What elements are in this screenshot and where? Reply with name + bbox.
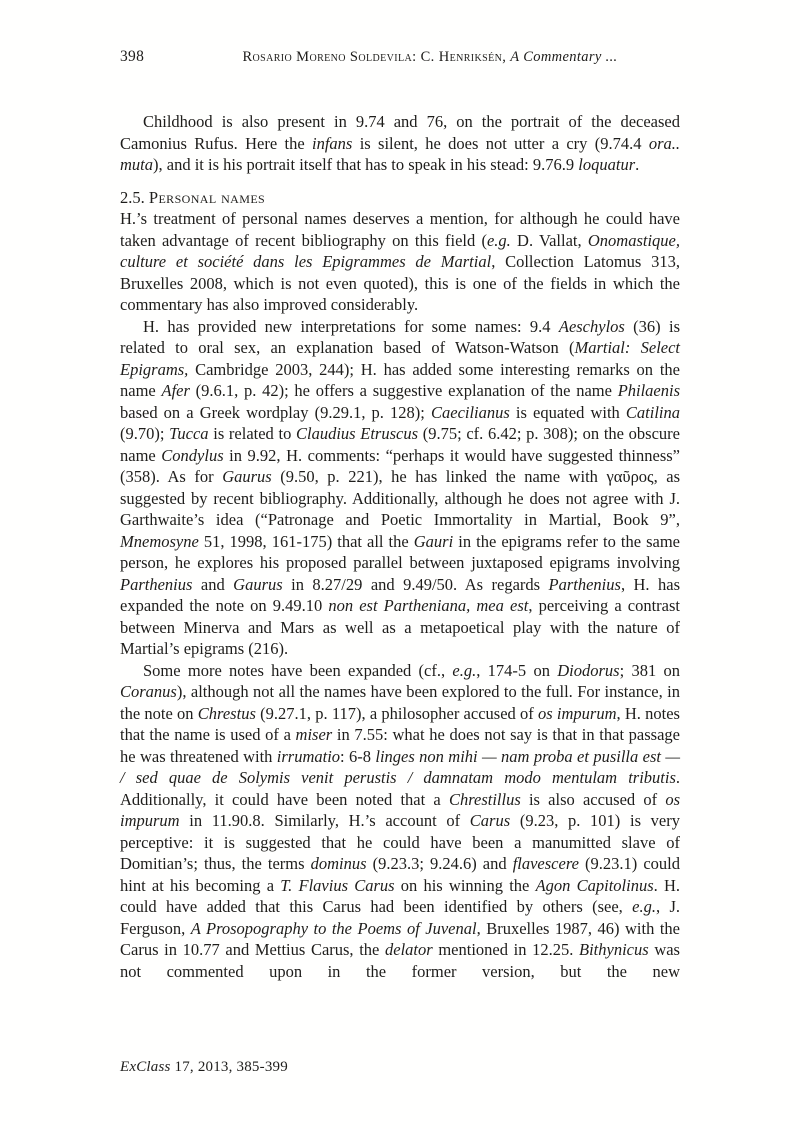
paragraph bbox=[120, 316, 680, 660]
text-run: (9.23.1) could hint at his becoming a bbox=[120, 854, 680, 895]
text-run: ; 381 on bbox=[619, 660, 680, 680]
page-header bbox=[120, 48, 680, 70]
italic-text-run: Parthenius bbox=[548, 574, 621, 594]
text-run: in 9.92, H. comments: “perhaps it would have suggested thinness” (358). As for bbox=[120, 445, 680, 486]
italic-text-run: loquatur bbox=[578, 155, 636, 174]
italic-text-run: miser bbox=[295, 725, 333, 744]
text-run: is related to bbox=[208, 424, 296, 443]
text-run: ), although not all the names have been explored to the full. For instance, in the note on bbox=[120, 682, 680, 723]
smallcaps-text-run: Rosario Moreno Soldevila: C. Henriksén, bbox=[242, 49, 511, 65]
italic-text-run: ExClass bbox=[120, 1059, 171, 1075]
text-run: . Additionally, it could have been noted that a bbox=[120, 768, 680, 809]
italic-text-run: non est Partheniana, mea est bbox=[328, 596, 529, 615]
italic-text-run: Bithynicus bbox=[579, 940, 649, 959]
text-run: (9.50, p. 221), he has linked the name with γαῦρος, as suggested by recent bibliography. Additionally, although he does not agree with J. Garthwaite’s idea (“Patronage and Poetic Immortality in Martial, Book 9”, bbox=[120, 467, 681, 529]
text-run: ), and it is his portrait itself that has to speak in his stead: 9.76.9 bbox=[153, 155, 579, 174]
italic-text-run: delator bbox=[385, 940, 433, 959]
italic-text-run: linges non mihi — nam proba et pusilla est — / sed quae de Solymis venit perustis / damnatam modo mentulam tributis bbox=[120, 746, 680, 787]
italic-text-run: e.g. bbox=[452, 660, 477, 680]
text-run: , H. has expanded the note on 9.49.10 bbox=[120, 574, 680, 615]
italic-text-run: ora.. muta bbox=[120, 133, 680, 174]
paragraph bbox=[120, 660, 680, 983]
text-run: Childhood is also present in 9.74 and 76, on the portrait of the deceased Camonius Rufus. Here the bbox=[120, 112, 680, 153]
text-run: on his winning the bbox=[394, 875, 536, 895]
text-run: is equated with bbox=[509, 402, 626, 422]
italic-text-run: Tucca bbox=[169, 424, 209, 443]
text-run: Cambridge 2003, 244); H. has added some interesting remarks on the name bbox=[120, 359, 680, 400]
text-run: mentioned in 12.25. bbox=[432, 940, 580, 959]
text-run: in 7.55: what he does not say is that in that passage he was threatened with bbox=[120, 725, 680, 766]
text-run: (36) is related to oral sex, an explanation based of Watson-Watson ( bbox=[120, 316, 680, 357]
body-text bbox=[120, 111, 680, 982]
text-run: D. Vallat, bbox=[510, 230, 588, 250]
italic-text-run: Carus bbox=[469, 811, 511, 830]
text-run: H. has provided new interpretations for some names: 9.4 bbox=[143, 316, 559, 336]
italic-text-run: e.g. bbox=[486, 230, 511, 250]
text-run: is silent, he does not utter a cry (9.74.4 bbox=[352, 133, 649, 153]
text-run: H.’s treatment of personal names deserves a mention, for although he could have taken advantage of recent bibliography on this field ( bbox=[120, 209, 680, 250]
italic-text-run: infans bbox=[312, 133, 353, 153]
italic-text-run: Caecilianus bbox=[430, 402, 510, 422]
text-run: , perceiving a contrast between Minerva and Mars as well as a metapoetical play with the nature of Martial’s epigrams (216). bbox=[120, 596, 680, 658]
italic-text-run: Agon Capitolinus bbox=[535, 875, 654, 895]
text-run: , Bruxelles 1987, 46) with the Carus in 10.77 and Mettius Carus, the bbox=[120, 918, 680, 959]
italic-text-run: Claudius Etruscus bbox=[296, 424, 419, 443]
italic-text-run: Chrestillus bbox=[448, 789, 521, 809]
paragraph bbox=[120, 208, 680, 316]
text-run: (9.23, p. 101) is very perceptive: it is suggested that he could have been a manumitted slave of Domitian’s; thus, the terms bbox=[120, 811, 680, 873]
italic-text-run: Philaenis bbox=[617, 381, 681, 400]
italic-text-run: Chrestus bbox=[197, 703, 256, 723]
text-run: was not commented upon in the former version, but the new bbox=[120, 940, 680, 981]
text-run: : 6-8 bbox=[340, 746, 376, 766]
text-run: and bbox=[192, 574, 234, 594]
italic-text-run: e.g. bbox=[632, 897, 656, 916]
smallcaps-text-run: Personal names bbox=[148, 187, 266, 207]
text-run: is also accused of bbox=[520, 789, 666, 809]
italic-text-run: Afer bbox=[161, 381, 190, 400]
running-head bbox=[180, 49, 680, 66]
text-run: (9.75; cf. 6.42; p. 308); on the obscure name bbox=[120, 424, 680, 465]
italic-text-run: Parthenius bbox=[120, 574, 193, 594]
italic-text-run: A Commentary ... bbox=[510, 49, 618, 65]
italic-text-run: dominus bbox=[310, 854, 367, 873]
section-heading bbox=[120, 187, 680, 209]
text-run: (9.23.3; 9.24.6) and bbox=[366, 854, 513, 873]
italic-text-run: T. Flavius Carus bbox=[280, 875, 395, 895]
text-run: , H. notes that the name is used of a bbox=[120, 703, 680, 744]
text-run: . bbox=[635, 155, 640, 174]
text-run: 2.5. bbox=[120, 187, 149, 207]
italic-text-run: Catilina bbox=[625, 402, 680, 422]
italic-text-run: os impurum bbox=[120, 789, 680, 830]
paragraph bbox=[120, 111, 680, 176]
italic-text-run: Diodorus bbox=[557, 660, 620, 680]
page-number: 398 bbox=[120, 48, 145, 65]
italic-text-run: os impurum bbox=[538, 703, 617, 723]
italic-text-run: Gaurus bbox=[233, 574, 283, 594]
footer-citation bbox=[120, 1059, 288, 1076]
text-run: based on a Greek wordplay (9.29.1, p. 128); bbox=[120, 402, 431, 422]
italic-text-run: irrumatio bbox=[276, 746, 341, 766]
italic-text-run: Aeschylos bbox=[558, 316, 625, 336]
text-run: (9.27.1, p. 117), a philosopher accused of bbox=[255, 703, 538, 723]
text-run: , 174-5 on bbox=[476, 660, 558, 680]
text-run: 17, 2013, 385-399 bbox=[170, 1059, 288, 1075]
text-run: Some more notes have been expanded (cf., bbox=[143, 660, 453, 680]
italic-text-run: Condylus bbox=[161, 445, 224, 465]
italic-text-run: Martial: Select Epigrams, bbox=[120, 338, 681, 379]
italic-text-run: Gaurus bbox=[222, 467, 272, 486]
text-run: in 8.27/29 and 9.49/50. As regards bbox=[282, 574, 549, 594]
text-run: in the epigrams refer to the same person, he explores his proposed parallel between juxtaposed epigrams involving bbox=[120, 531, 680, 572]
text-run: in 11.90.8. Similarly, H.’s account of bbox=[179, 811, 470, 830]
italic-text-run: Coranus bbox=[120, 682, 177, 701]
italic-text-run: flavescere bbox=[512, 854, 579, 873]
italic-text-run: A Prosopography to the Poems of Juvenal bbox=[190, 918, 477, 938]
text-run: (9.70); bbox=[120, 424, 170, 443]
text-run: , J. Ferguson, bbox=[120, 897, 681, 938]
italic-text-run: Mnemosyne bbox=[120, 531, 199, 551]
italic-text-run: Onomastique, culture et société dans les Epigrammes de Martial bbox=[120, 230, 680, 271]
italic-text-run: Gauri bbox=[413, 531, 454, 551]
text-run: . H. could have added that this Carus had been identified by others (see, bbox=[120, 875, 680, 916]
text-run: , Collection Latomus 313, Bruxelles 2008, which is not even quoted), this is one of the fields in which the commentary has also improved considerably. bbox=[120, 252, 680, 314]
text-run: 51, 1998, 161-175) that all the bbox=[198, 531, 414, 551]
text-run: (9.6.1, p. 42); he offers a suggestive explanation of the name bbox=[189, 381, 618, 400]
